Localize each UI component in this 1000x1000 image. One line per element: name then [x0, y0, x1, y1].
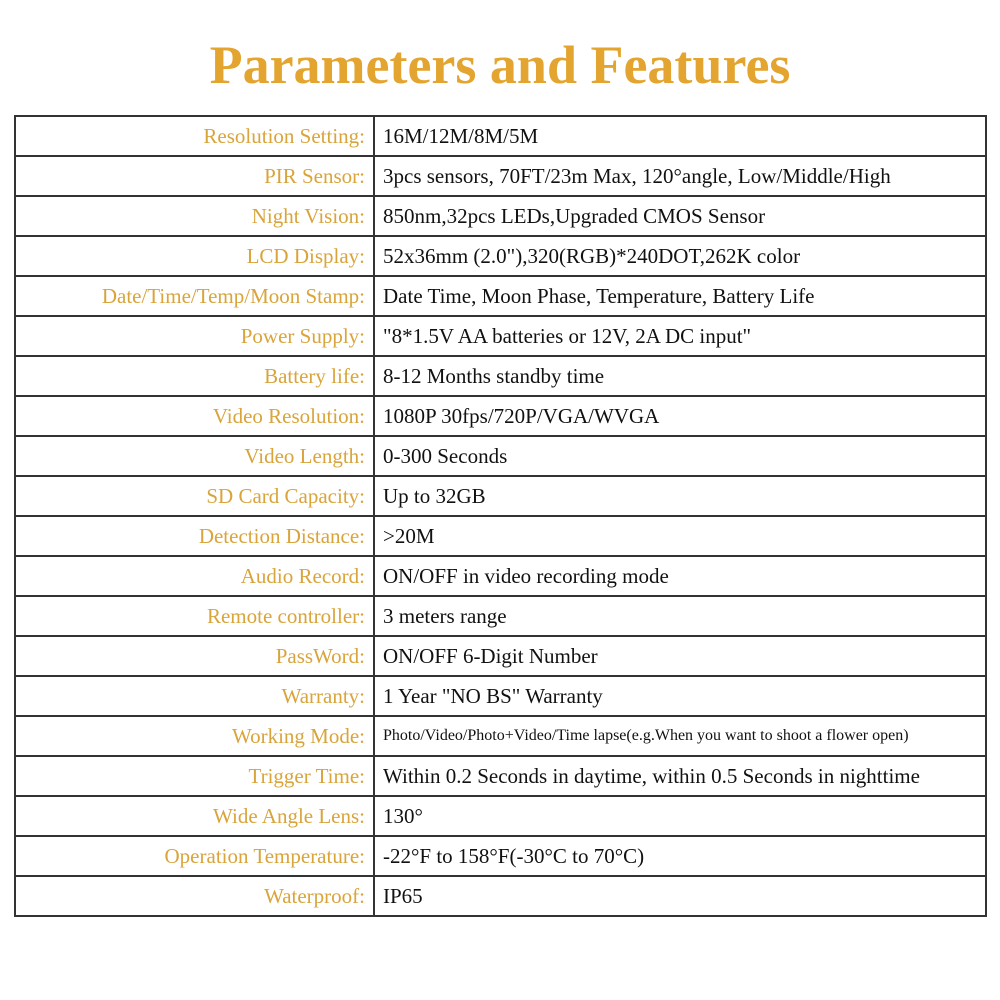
table-row — [15, 636, 986, 676]
row-label: Trigger Time: — [15, 756, 374, 796]
row-value: 1 Year "NO BS" Warranty — [374, 676, 986, 716]
specs-table — [14, 115, 987, 917]
table-row — [15, 796, 986, 836]
row-label: PassWord: — [15, 636, 374, 676]
row-value: 0-300 Seconds — [374, 436, 986, 476]
row-value: "8*1.5V AA batteries or 12V, 2A DC input" — [374, 316, 986, 356]
row-label: Video Length: — [15, 436, 374, 476]
row-value: 52x36mm (2.0"),320(RGB)*240DOT,262K color — [374, 236, 986, 276]
table-row — [15, 156, 986, 196]
row-label: LCD Display: — [15, 236, 374, 276]
row-label: Operation Temperature: — [15, 836, 374, 876]
row-label: Power Supply: — [15, 316, 374, 356]
row-value: 3 meters range — [374, 596, 986, 636]
row-value: 1080P 30fps/720P/VGA/WVGA — [374, 396, 986, 436]
row-value: Photo/Video/Photo+Video/Time lapse(e.g.When you want to shoot a flower open) — [374, 716, 986, 756]
row-label: Night Vision: — [15, 196, 374, 236]
row-value: -22°F to 158°F(-30°C to 70°C) — [374, 836, 986, 876]
table-row — [15, 836, 986, 876]
table-row — [15, 516, 986, 556]
row-label: Working Mode: — [15, 716, 374, 756]
table-row — [15, 876, 986, 916]
table-row — [15, 676, 986, 716]
table-row — [15, 276, 986, 316]
table-row — [15, 556, 986, 596]
table-row — [15, 436, 986, 476]
row-value: Within 0.2 Seconds in daytime, within 0.5 Seconds in nighttime — [374, 756, 986, 796]
row-label: Resolution Setting: — [15, 116, 374, 156]
row-value: ON/OFF 6-Digit Number — [374, 636, 986, 676]
table-row — [15, 196, 986, 236]
table-row — [15, 756, 986, 796]
table-row — [15, 236, 986, 276]
row-value: ON/OFF in video recording mode — [374, 556, 986, 596]
row-label: Battery life: — [15, 356, 374, 396]
row-value: IP65 — [374, 876, 986, 916]
row-label: Warranty: — [15, 676, 374, 716]
row-value: 16M/12M/8M/5M — [374, 116, 986, 156]
row-value: 8-12 Months standby time — [374, 356, 986, 396]
table-row — [15, 716, 986, 756]
table-row — [15, 476, 986, 516]
table-row — [15, 396, 986, 436]
table-row — [15, 356, 986, 396]
row-label: Remote controller: — [15, 596, 374, 636]
table-row — [15, 316, 986, 356]
row-value: Up to 32GB — [374, 476, 986, 516]
row-label: Detection Distance: — [15, 516, 374, 556]
row-label: Audio Record: — [15, 556, 374, 596]
row-value: 3pcs sensors, 70FT/23m Max, 120°angle, Low/Middle/High — [374, 156, 986, 196]
page-title: Parameters and Features — [209, 35, 791, 95]
row-label: Date/Time/Temp/Moon Stamp: — [15, 276, 374, 316]
table-row — [15, 596, 986, 636]
table-row — [15, 116, 986, 156]
row-value: >20M — [374, 516, 986, 556]
row-value: 130° — [374, 796, 986, 836]
row-label: Wide Angle Lens: — [15, 796, 374, 836]
row-label: SD Card Capacity: — [15, 476, 374, 516]
row-value: 850nm,32pcs LEDs,Upgraded CMOS Sensor — [374, 196, 986, 236]
row-value: Date Time, Moon Phase, Temperature, Battery Life — [374, 276, 986, 316]
row-label: PIR Sensor: — [15, 156, 374, 196]
row-label: Video Resolution: — [15, 396, 374, 436]
row-label: Waterproof: — [15, 876, 374, 916]
